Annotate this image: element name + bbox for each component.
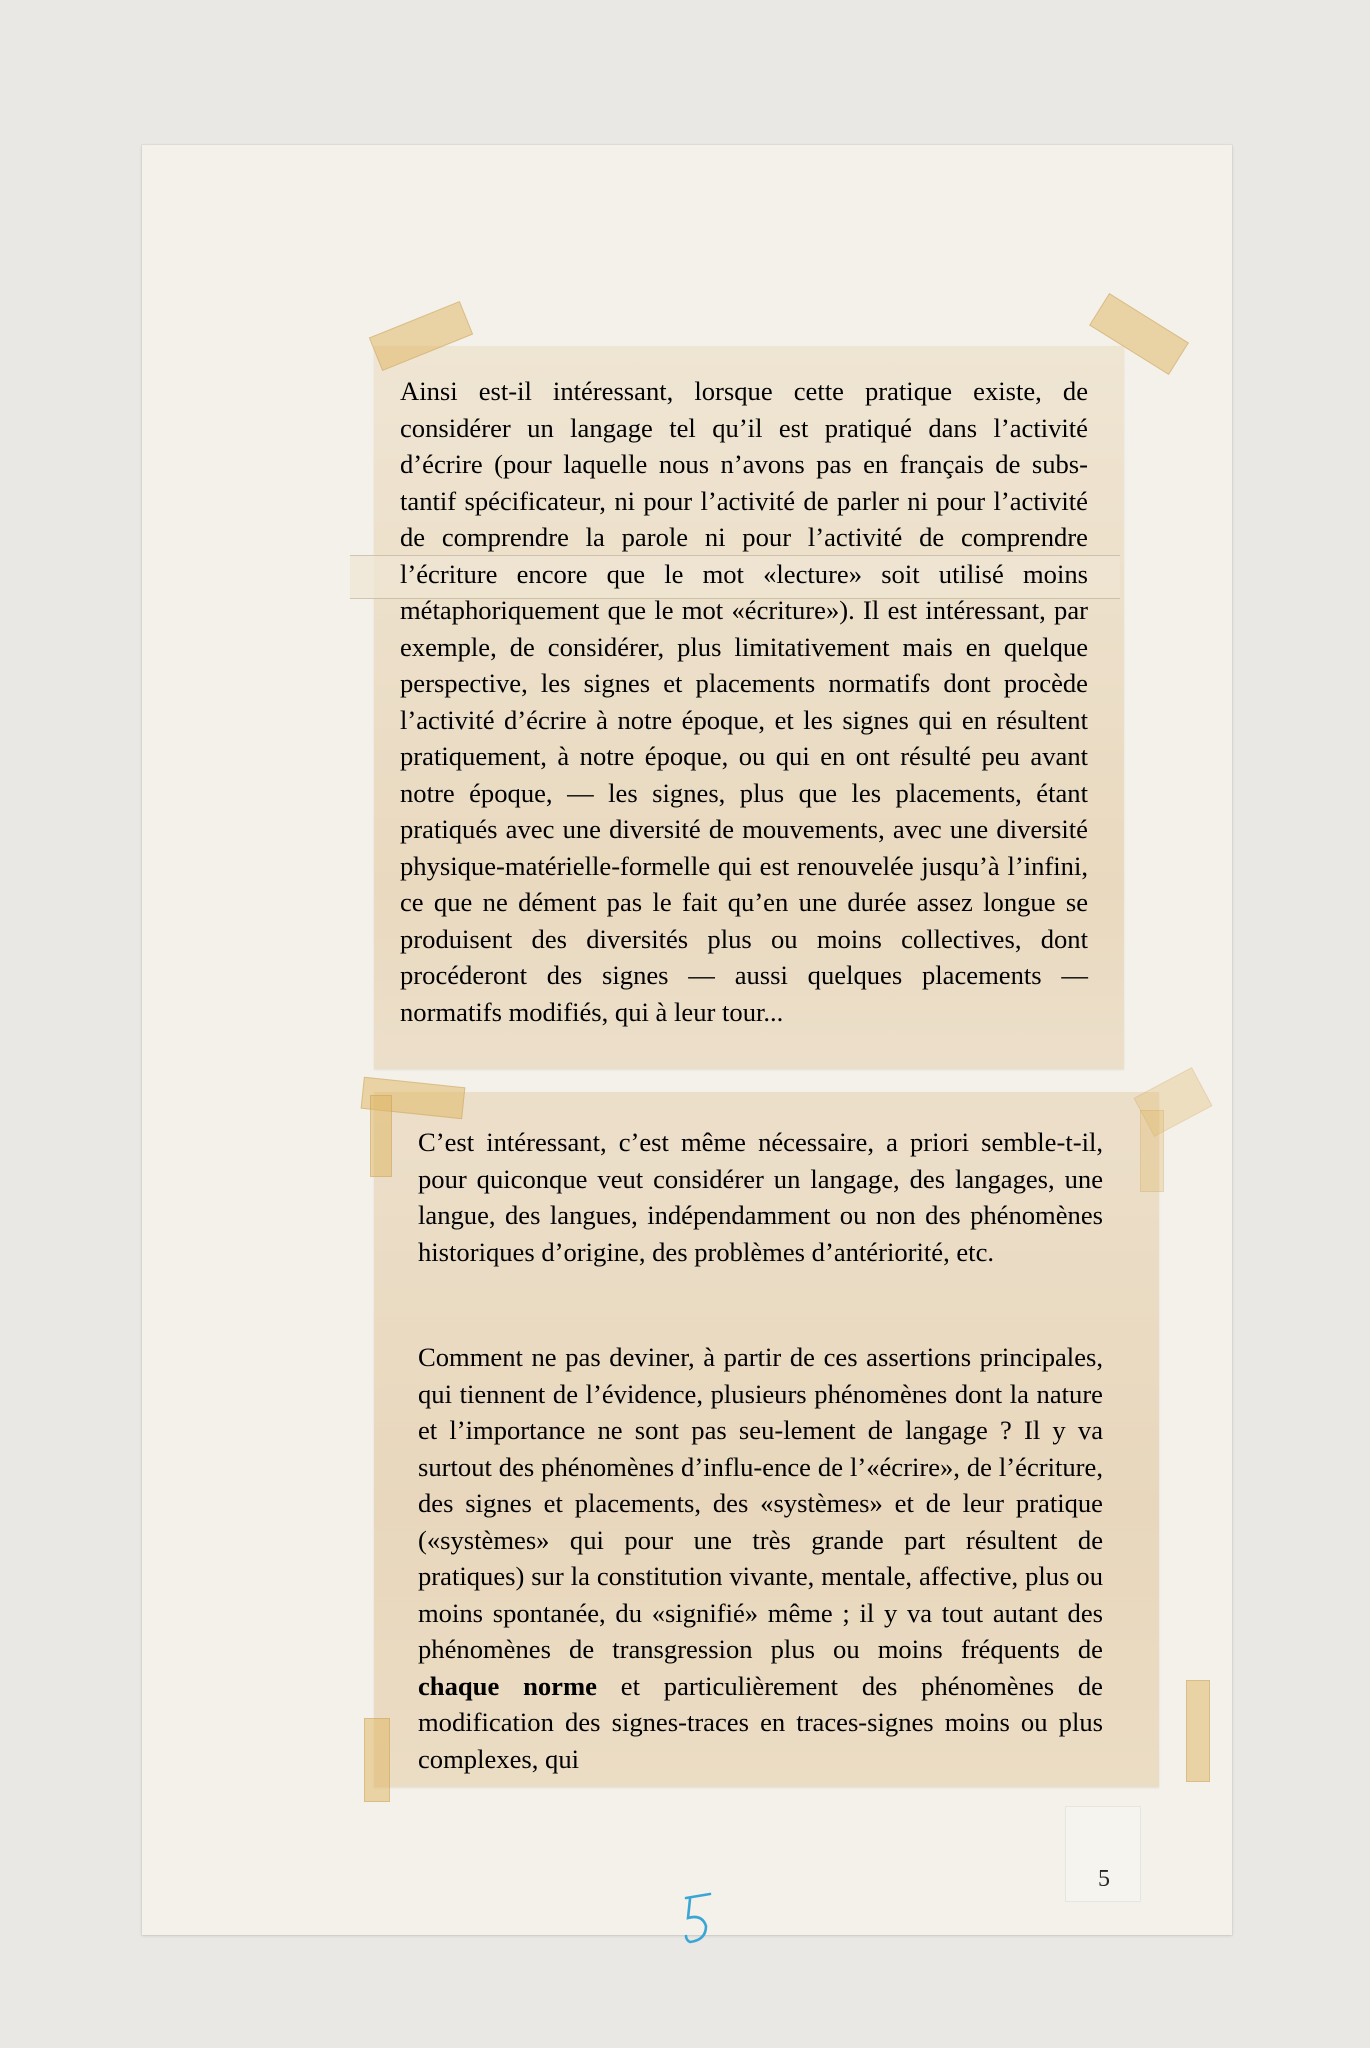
paragraph-1: Ainsi est-il intéressant, lorsque cette pratique existe, de considérer un langage tel qu’il est pratiqué dans l’activité d’écrire (pour laquelle nous n’avons pas en français de subs-tantif spécificateur, ni pour l’activité de parler ni pour l’activité de comprendre la parole ni pour l’activité de comprendre l’écriture encore que le mot «lecture» soit utilisé moins métaphoriquement que le mot «écriture»). Il est intéressant, par exemple, de considérer, plus limitativement mais en quelque perspective, les signes et placements normatifs dont procède l’activité d’écrire à notre époque, et les signes qui en résultent pratiquement, à notre époque, ou qui en ont résulté peu avant notre époque, — les signes, plus que les placements, étant pratiqués avec une diversité de mouvements, avec une diversité physique-matérielle-formelle qui est renouvelée jusqu’à l’infini, ce que ne dément pas le fait qu’en une durée assez longue se produisent des diversités plus ou moins collectives, dont procéderont des signes — aussi quelques placements — normatifs modifiés, qui à leur tour...	[400, 376, 1088, 1027]
pencil-page-mark	[676, 1890, 736, 1950]
page-number: 5	[1098, 1866, 1110, 1892]
tape-bottom-right	[1186, 1680, 1210, 1782]
paragraph-3-bold: chaque norme	[418, 1670, 597, 1701]
paragraph-3	[418, 1339, 1103, 1777]
tape-bottom-left	[364, 1718, 390, 1802]
paragraph-2: C’est intéressant, c’est même nécessaire, a priori semble-t-il, pour quiconque veut considérer un langage, des langages, une langue, des langues, indépendamment ou non des phénomènes historiques d’origine, des problèmes d’antériorité, etc.	[418, 1127, 1103, 1267]
paragraph-3-text-a: Comment ne pas deviner, à partir de ces assertions principales, qui tiennent de l’évidence, plusieurs phénomènes dont la nature et l’importance ne sont pas seu-lement de langage ? Il y va surtout des phénomènes d’influ-ence de l’«écrire», de l’écriture, des signes et placements, des «systèmes» et de leur pratique («systèmes» qui pour une très grande part résultent de pratiques) sur la constitution vivante, mentale, affective, plus ou moins spontanée, du «signifié» même ; il y va tout autant des phénomènes de transgression plus ou moins fréquents de	[418, 1342, 1103, 1664]
tape-right-edge	[1140, 1110, 1164, 1192]
paragraph-3-text-b: et particulièrement des phénomènes de modification des signes-traces en traces-signes moins ou plus complexes, qui	[418, 1670, 1103, 1774]
tape-middle-left-vertical	[370, 1095, 392, 1177]
